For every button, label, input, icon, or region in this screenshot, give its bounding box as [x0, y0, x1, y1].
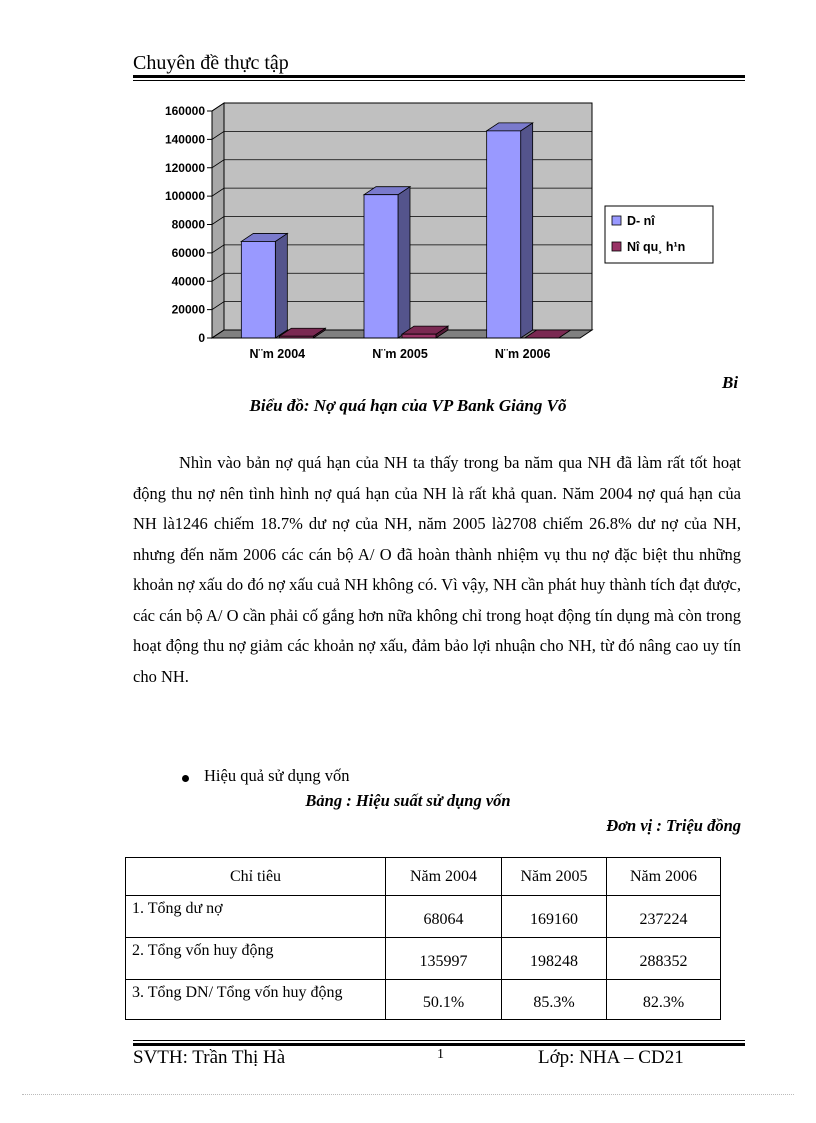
bar-chart	[130, 96, 720, 376]
table-cell: 237224	[607, 896, 721, 938]
page-bottom-dotted-line	[22, 1094, 794, 1095]
chart-caption: Biểu đồ: Nợ quá hạn của VP Bank Giảng Võ	[249, 396, 567, 415]
table-header-row	[126, 858, 721, 896]
bar-front	[402, 334, 436, 338]
legend-label: Nî qu¸ h¹n	[627, 240, 686, 254]
body-paragraph: Nhìn vào bản nợ quá hạn của NH ta thấy trong ba năm qua NH đã làm rất tốt hoạt động thu nợ nên tình hình nợ quá hạn của NH là rất khả quan. Năm 2004 nợ quá hạn của NH là1246 chiếm 18.7% dư nợ của NH, năm 2005 là2708 chiếm 26.8% dư nợ của NH, nhưng đến năm 2006 các cán bộ A/ O đã hoàn thành nhiệm vụ thu nợ đặc biệt thu những khoản nợ xấu do đó nợ xấu cuả NH không có. Vì vậy, NH cần phát huy thành tích đạt được, các cán bộ A/ O cần phải cố gắng hơn nữa không chỉ trong hoạt động tín dụng mà còn trong hoạt động thu nợ giảm các khoản nợ xấu, đảm bảo lợi nhuận cho NH, từ đó nâng cao uy tín cho NH.	[133, 453, 741, 686]
bar	[241, 233, 287, 338]
table-cell: 68064	[386, 896, 502, 938]
footer-rule-thin	[133, 1040, 745, 1041]
bar	[487, 123, 533, 338]
bar	[364, 187, 410, 338]
bullet-text: Hiệu quả sử dụng vốn	[204, 766, 350, 785]
y-tick-label: 40000	[171, 274, 205, 289]
table-cell-label-text: 3. Tổng DN/ Tổng vốn huy động	[132, 984, 343, 1001]
y-tick-label: 140000	[164, 132, 205, 147]
table-cell-label: 2. Tổng vốn huy động	[126, 938, 386, 980]
footer-rule-thick	[133, 1043, 745, 1046]
bar-side	[398, 187, 410, 338]
table-cell: 85.3%	[502, 980, 607, 1020]
page-number: 1	[437, 1047, 444, 1062]
bar-front	[364, 195, 398, 338]
legend-box	[605, 206, 713, 263]
header-rule-thin	[133, 80, 745, 81]
x-tick-label: N¨m 2004	[249, 347, 306, 361]
table-row	[126, 938, 721, 980]
y-tick-label: 0	[198, 331, 205, 345]
y-tick-label: 160000	[164, 104, 205, 118]
table-cell: 135997	[386, 938, 502, 980]
table-title: Bảng : Hiệu suất sử dụng vốn	[305, 791, 511, 810]
table-header-cell: Năm 2006	[607, 858, 721, 896]
chart-side-word: Bi	[722, 373, 739, 392]
table-row	[126, 980, 721, 1020]
y-tick-label: 20000	[171, 302, 205, 317]
x-tick-label: N¨m 2005	[372, 347, 428, 361]
bar-front	[241, 241, 275, 338]
y-tick-label: 120000	[164, 160, 205, 175]
bar-side	[521, 123, 533, 338]
table-cell: 50.1%	[386, 980, 502, 1020]
bullet-icon	[182, 775, 189, 782]
capital-efficiency-table	[125, 857, 721, 1020]
table-cell: 169160	[502, 896, 607, 938]
header-rule-thick	[133, 75, 745, 78]
table-cell: 288352	[607, 938, 721, 980]
footer-student: SVTH: Trần Thị Hà	[133, 1047, 286, 1068]
table-unit: Đơn vị : Triệu đồng	[606, 816, 741, 835]
bar-front	[487, 131, 521, 338]
bar-side	[275, 233, 287, 338]
table-row	[126, 896, 721, 938]
y-tick-label: 60000	[171, 245, 205, 260]
table-header-cell: Năm 2005	[502, 858, 607, 896]
table-header-cell: Chỉ tiêu	[126, 858, 386, 896]
legend-swatch	[612, 242, 621, 251]
table-cell-label: 1. Tổng dư nợ	[126, 896, 386, 938]
y-tick-label: 80000	[171, 217, 205, 232]
table-cell: 198248	[502, 938, 607, 980]
table-cell: 82.3%	[607, 980, 721, 1020]
y-tick-label: 100000	[164, 189, 205, 204]
footer-class: Lớp: NHA – CD21	[538, 1047, 684, 1068]
page-header-title: Chuyên đề thực tập	[133, 52, 289, 74]
table-header-cell: Năm 2004	[386, 858, 502, 896]
x-tick-label: N¨m 2006	[494, 347, 551, 361]
legend-label: D- nî	[627, 214, 655, 228]
table-cell-label	[126, 980, 386, 1020]
legend-swatch	[612, 216, 621, 225]
